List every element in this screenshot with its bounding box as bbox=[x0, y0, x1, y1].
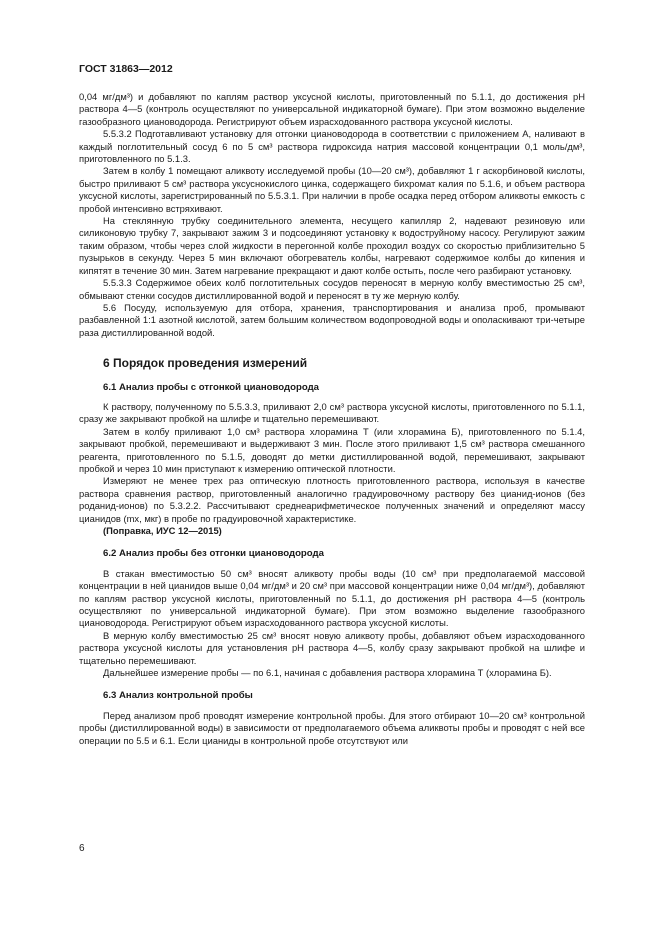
section-6-1-heading: 6.1 Анализ пробы с отгонкой циановодорода bbox=[103, 381, 319, 393]
standard-header: ГОСТ 31863—2012 bbox=[79, 63, 173, 75]
paragraph-6-2-c: Дальнейшее измерение пробы — по 6.1, начиная с добавления раствора хлорамина Т (хлорамина Б). bbox=[103, 667, 552, 679]
paragraph-5-5-3-3: 5.5.3.3 Содержимое обеих колб поглотительных сосудов переносят в мерную колбу вместимостью 25 см³, обмывают стенки сосудов дистиллированной водой и переносят в ту же мерную колбу. bbox=[79, 277, 585, 301]
paragraph-6-2-b: В мерную колбу вместимостью 25 см³ вносят новую аликвоту пробы, добавляют объем израсходованного раствора уксусной кислоты для установления рН раствора 4—5, колбу сразу закрывают пробкой на шлифе и тщательно перемешивают. bbox=[79, 629, 585, 666]
paragraph-6-2-a: В стакан вместимостью 50 см³ вносят аликвоту пробы воды (10 см³ при предполагаемой массовой концентрации в ней цианидов выше 0,04 мг/дм³ и 20 см³ при массовой концентрации ниже 0,04 мг/дм³), добавляют по каплям раствор уксусной кислоты, приготовленный по 5.1.1, до достижения рН раствора 4—5 (контроль осуществляют по универсальной индикаторной бумаге). При этом возможно выделение газообразного циановодорода. Регистрируют объем израсходованного раствора уксусной кислоты. bbox=[79, 567, 585, 629]
paragraph-continuation: 0,04 мг/дм³) и добавляют по каплям раствор уксусной кислоты, приготовленный по 5.1.1, до достижения рН раствора 4—5 (контроль осуществляют по универсальной индикаторной бумаге). При этом возможно выделение газообразного циановодорода. Регистрируют объем израсходованного раствора уксусной кислоты. bbox=[79, 91, 585, 127]
amendment-note: (Поправка, ИУС 12—2015) bbox=[103, 525, 222, 536]
paragraph-apparatus: На стеклянную трубку соединительного элемента, несущего капилляр 2, надевают резиновую или силиконовую трубку 7, закрывают зажим 3 и подсоединяют установку к водоструйному насосу. Регулируют зажим таким образом, чтобы через слой жидкости в перегонной колбе проходил воздух со скоростью приблизительно 5 пузырьков в секунду. Через 5 мин включают обогреватель колбы, нагревают содержимое колбы до кипения и кипятят в течение 30 мин. Затем нагревание прекращают и дают колбе остыть, после чего разбирают установку. bbox=[79, 215, 585, 276]
section-6-3-heading: 6.3 Анализ контрольной пробы bbox=[103, 690, 253, 702]
section-6-heading: 6 Порядок проведения измерений bbox=[103, 356, 308, 371]
paragraph-6-1-a: К раствору, полученному по 5.5.3.3, приливают 2,0 см³ раствора уксусной кислоты, приготовленного по 5.1.1, сразу же закрывают пробкой на шлифе и тщательно перемешивают. bbox=[79, 400, 585, 425]
paragraph-6-1-c: Измеряют не менее трех раз оптическую плотность приготовленного раствора, используя в качестве раствора сравнения раствор, приготовленный аналогично градуировочному раствору без цианид-ионов (без роданид-ионов) по 5.3.2.2. Рассчитывают среднеарифметическое полученных значений и определяют массу цианидов (mx, мкг) в пробе по градуировочной характеристике. bbox=[79, 475, 585, 524]
section-6-2-heading: 6.2 Анализ пробы без отгонки циановодорода bbox=[103, 548, 324, 560]
paragraph-sample-prep: Затем в колбу 1 помещают аликвоту исследуемой пробы (10—20 см³), добавляют 1 г аскорбиновой кислоты, быстро приливают 5 см³ раствора уксуснокислого цинка, содержащего бихромат калия по 5.1.6, и объем раствора уксусной кислоты, зарегистрированный по 5.5.3.1. При наличии в пробе осадка перед отбором аликвоты емкость с пробой интенсивно встряхивают. bbox=[79, 165, 585, 214]
paragraph-6-1-b: Затем в колбу приливают 1,0 см³ раствора хлорамина Т (или хлорамина Б), приготовленного по 5.1.4, закрывают пробкой, перемешивают и выдерживают 3 мин. После этого приливают 1,5 см³ раствора смешанного реагента, приготовленного по 5.1.5, доводят до метки дистиллированной водой, перемешивают, закрывают пробкой и через 10 мин приступают к измерению оптической плотности. bbox=[79, 425, 585, 474]
document-body bbox=[79, 91, 585, 747]
page-number: 6 bbox=[79, 843, 85, 854]
paragraph-5-5-3-2: 5.5.3.2 Подготавливают установку для отгонки циановодорода в соответствии с приложением А, наливают в каждый поглотительный сосуд 6 по 5 см³ раствора гидроксида натрия массовой концентрации 0,1 моль/дм³, приготовленного по 5.1.3. bbox=[79, 128, 585, 165]
paragraph-5-6: 5.6 Посуду, используемую для отбора, хранения, транспортирования и анализа проб, промывают разбавленной 1:1 азотной кислотой, затем большим количеством водопроводной воды и ополаскивают три-четыре раза дистиллированной водой. bbox=[79, 301, 585, 338]
paragraph-6-3-a: Перед анализом проб проводят измерение контрольной пробы. Для этого отбирают 10—20 см³ контрольной пробы (дистиллированной воды) в зависимости от предполагаемого объема аликвоты пробы и проводят с ней все операции по 5.5 и 6.1. Если цианиды в контрольной пробе отсутствуют или bbox=[79, 709, 585, 746]
